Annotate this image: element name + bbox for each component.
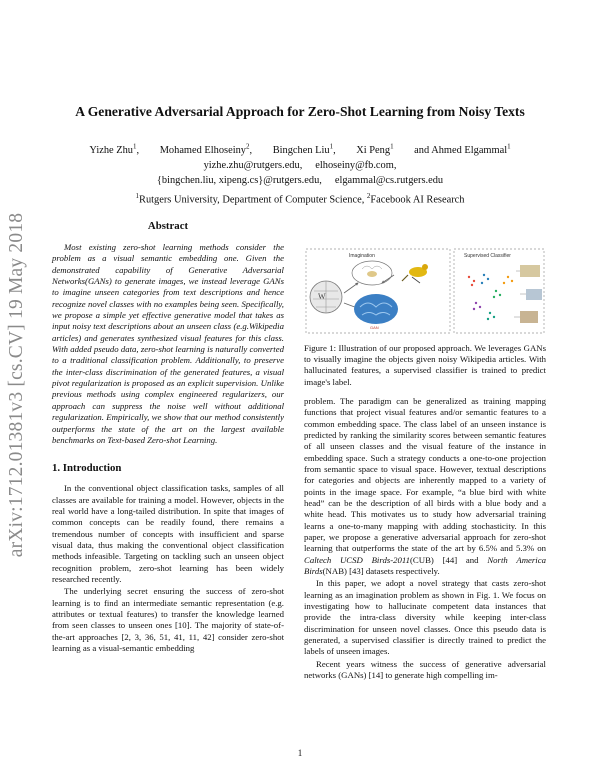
author-list [40,140,560,159]
intro-paragraph-2: The underlying secret ensuring the success of zero-shot learning is to find an intermediate semantic representation (e.g. attributes or textual features) to transfer the knowledge learned from seen classes to unseen ones [10]. The majority of state-of-the-art approaches [2, 3, 36, 51, 41, 11, 42] consider zero-shot learning as a visual-semantic embedding [52,586,284,653]
abstract-text: Most existing zero-shot learning methods consider the problem as a visual semantic embedding one. Given the demonstrated capability of Generative Adversarial Networks(GANs) to generate images, we instead leverage GANs to imagine unseen categories from text descriptions and hence recognize novel classes with no examples being seen. Specifically, we propose a simple yet effective generative model that takes as input noisy text descriptions about an unseen class (e.g.Wikipedia articles) and generates synthesized visual features for this class. With added pseudo data, zero-shot learning is naturally converted to a traditional classification problem. Additionally, to preserve the inter-class discrimination of the generated features, a visual pivot regularization is proposed as an explicit supervision. Unlike previous methods using complex engineered regularizers, our approach can suppress the noise well without additional regularization. Empirically, we show that our method consistently outperforms the state of the art on the largest available benchmarks on Text-based Zero-shot Learning. [52,242,284,445]
svg-text:W: W [318,292,326,301]
bird-thumbnail-icons [514,265,542,323]
thought-cloud-icon [352,261,392,285]
author-name: Bingchen Liu$^1$, [272,143,336,157]
abstract-heading: Abstract [147,220,189,232]
emails-line-2: {bingchen.liu, xipeng.cs}@rutgers.edu, elgammal@cs.rutgers.edu [156,175,444,187]
wikipedia-globe-icon [310,281,342,313]
classifier-label: Supervised Classifier [464,253,511,259]
author-name: Yizhe Zhu$^1$, [89,143,140,157]
imagination-label: Imagination [349,253,375,259]
gan-label: GAN [370,325,379,330]
author-block [40,140,560,208]
body-paragraph-3: Recent years witness the success of generative adversarial networks (GANs) [14] to generate high compelling im- [304,658,546,681]
brain-icon [354,294,398,330]
left-column [52,220,284,655]
bird-photo-icon [398,259,440,289]
body-paragraph-2: In this paper, we adopt a novel strategy that casts zero-shot learning as an imagination problem as shown in Fig. 1. We focus on investigating how to hallucinate competent data instances that provide the intra-class diversity while keeping inter-class discrimination for unseen novel classes. Once this pseudo data is generated, a supervised classifier is directly trained to predict the labels of unseen images. [304,578,546,657]
page-number: 1 [297,748,303,758]
body-paragraph-1: problem. The paradigm can be generalized as training mapping functions that project visual features and/or semantic features to a common embedding space. The class label of an unseen instance is predicted by ranking the similarity scores between semantic features of all unseen classes and the visual feature of the instance in embedding space. Such a strategy conducts a one-to-one projection from semantic space to visual space. However, textual descriptions for categories and objects are inherently mapped to a variety of points in the image space. For example, “a blue bird with white head” can be the description of all birds with a blue body and a white head. This motivates us to study how adversarial training learns a one-to-many mapping with adding stochasticity. In this paper, we propose a generative adversarial approach for zero-shot learning that outperforms the state of the art by 6.5% and 5.3% on Caltech UCSD Birds-2011(CUB) [44] and North America Birds(NAB) [43] datasets respectively. [304,395,546,576]
affiliations: $^1$Rutgers University, Department of Computer Science, $^2$Facebook AI Research [135,191,465,206]
section-heading-introduction: 1. Introduction [52,462,122,475]
author-name: Mohamed Elhoseiny$^2$, [159,143,253,157]
feature-scatter-icon [468,274,513,320]
figure-illustration [304,247,546,335]
figure-caption: Figure 1: Illustration of our proposed approach. We leverages GANs to visually imagine the objects given noisy Wikipedia articles. With hallucinated features, a supervised classifier is trained to predict image's label. [304,343,546,387]
author-name: Xi Peng$^1$ [356,143,394,157]
arxiv-stamp: arXiv:1712.01381v3 [cs.CV] 19 May 2018 [6,212,27,558]
right-column [304,247,546,682]
author-name: and Ahmed Elgammal$^1$ [414,143,511,157]
emails-line-1: yizhe.zhu@rutgers.edu, elhoseiny@fb.com, [203,160,397,172]
figure-1 [304,247,546,335]
paper-title: A Generative Adversarial Approach for Zero-Shot Learning from Noisy Texts [75,104,525,119]
intro-paragraph-1: In the conventional object classification tasks, samples of all classes are available for training a model. However, objects in the real world have a long-tailed distribution. In spite that images of common concepts can be readily found, there remains a tremendous number of concepts with insufficient and sparse visual data, thus making the conventional object classification methods infeasible. Targeting on tackling such an unseen object recognition problem, zero-shot learning has been widely researched recently. [52,483,284,584]
